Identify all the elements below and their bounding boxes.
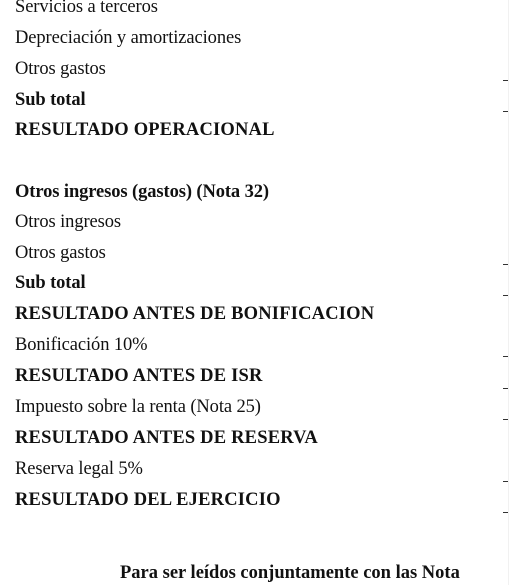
line-bonificacion: Bonificación 10% bbox=[15, 335, 148, 355]
line-impuesto-renta: Impuesto sobre la renta (Nota 25) bbox=[15, 397, 261, 417]
line-resultado-antes-bonificacion: RESULTADO ANTES DE BONIFICACION bbox=[15, 304, 375, 324]
line-depreciacion: Depreciación y amortizaciones bbox=[15, 28, 242, 48]
line-otros-gastos-2: Otros gastos bbox=[15, 243, 106, 263]
line-sub-total-2: Sub total bbox=[15, 273, 86, 293]
line-otros-ingresos: Otros ingresos bbox=[15, 212, 121, 232]
line-reserva-legal: Reserva legal 5% bbox=[15, 459, 143, 479]
line-resultado-ejercicio: RESULTADO DEL EJERCICIO bbox=[15, 490, 281, 510]
line-otros-ingresos-gastos-heading: Otros ingresos (gastos) (Nota 32) bbox=[15, 182, 269, 202]
line-resultado-antes-reserva: RESULTADO ANTES DE RESERVA bbox=[15, 428, 318, 448]
line-resultado-operacional: RESULTADO OPERACIONAL bbox=[15, 120, 275, 140]
line-otros-gastos: Otros gastos bbox=[15, 59, 106, 79]
line-resultado-antes-isr: RESULTADO ANTES DE ISR bbox=[15, 366, 263, 386]
footer-note: Para ser leídos conjuntamente con las Nota bbox=[120, 563, 460, 583]
line-sub-total: Sub total bbox=[15, 90, 86, 110]
line-servicios-a-terceros: Servicios a terceros bbox=[15, 0, 158, 17]
